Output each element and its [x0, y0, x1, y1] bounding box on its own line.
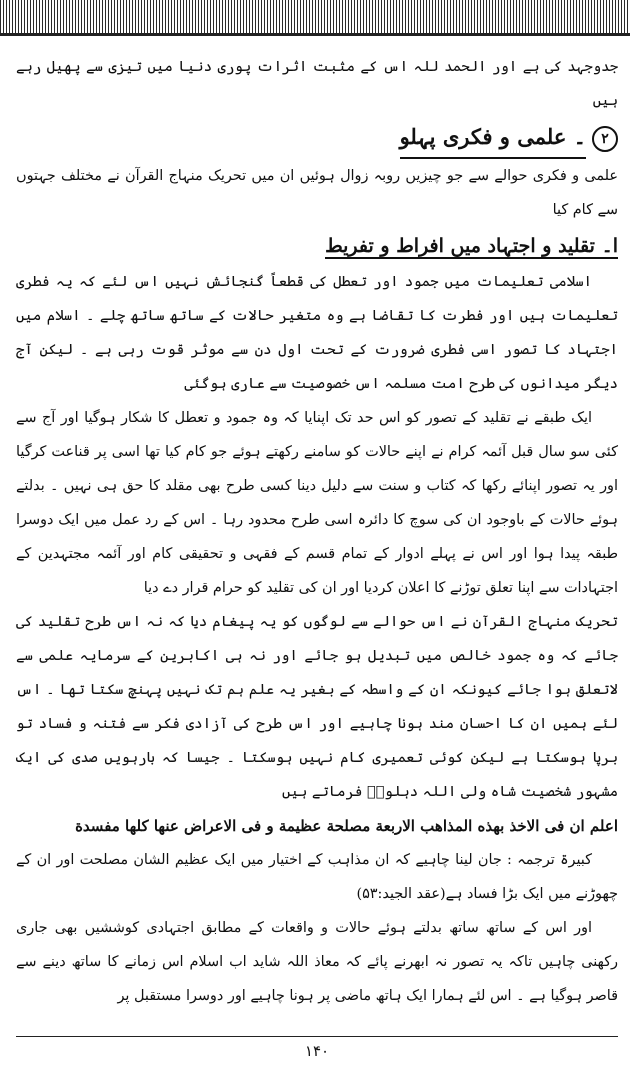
paragraph-2: ایک طبقے نے تقلید کے تصور کو اس حد تک اپنایا کہ وہ جمود و تعطل کا شکار ہوگیا اور آج سے کئی سو سال قبل آئمہ کرام نے اپنے حالات کو سامنے رکھتے ہوئے جو کام کیا تھا اسی پر قناعت کرگیا اور یہ تصور اپنائے رکھا کہ کتاب و سنت سے دلیل دینا کسی طرح بھی مقلد کا حق ہی نہیں ۔ بدلتے ہوئے حالات کے باوجود ان کی سوچ کا دائرہ اسی طرح محدود رہا ۔ اس کے رد عمل میں ایک دوسرا طبقہ پیدا ہوا اور اس نے پہلے ادوار کے تمام قسم کے فقہی و تحقیقی کام اور آئمہ مجتہدین کے اجتہادات سے اپنا تعلق توڑنے کا اعلان کردیا اور ان کی تقلید کو حرام قرار دے دیا — [16, 410, 618, 596]
arabic-quote: اعلم ان فی الاخذ بهذه المذاهب الاربعة مصلحة عظيمة و فی الاعراض عنها كلها مفسدة — [75, 817, 618, 835]
section-title: ۔ علمی و فکری پہلو — [400, 118, 586, 159]
paragraph-1: اسلامی تعلیمات میں جمود اور تعطل کی قطعاً گنجائش نہیں اس لئے کہ یہ فطری تعلیمات ہیں اور فطرت کا تقاضا ہے وہ متغیر حالات کے ساتھ ساتھ چلے ۔ اسلام میں اجتہاد کا تصور اسی فطری ضرورت کے تحت اول دن سے موثر قوت رہی ہے ۔ لیکن آج دیگر میدانوں کی طرح امت مسلمہ اس خصوصیت سے عاری ہوگئی — [16, 274, 618, 392]
document-page — [16, 50, 618, 1066]
subsection-heading — [16, 227, 618, 265]
intro-paragraph: جدوجہد کی ہے اور الحمد للہ اس کے مثبت اثرات پوری دنیا میں تیزی سے پھیل رہے ہیں — [16, 59, 618, 109]
paragraph-4: اور اس کے ساتھ ساتھ بدلتے ہوئے حالات و واقعات کے مطابق اجتہادی کوششیں بھی جاری رکھنی چاہیں تاکہ یہ تصور نہ ابھرنے پائے کہ معاذ اللہ شاید اب اسلام اس زمانے کا ساتھ دینے سے قاصر ہوگیا ہے ۔ اس لئے ہمارا ایک ہاتھ ماضی پر ہونا چاہیے اور دوسرا مستقبل پر — [16, 920, 618, 1004]
section-number-badge: ۲ — [592, 126, 618, 152]
page-number: ۱۴۰ — [16, 1036, 618, 1066]
section-intro-paragraph: علمی و فکری حوالے سے جو چیزیں روبہ زوال ہوئیں ان میں تحریک منہاج القرآن نے مختلف جہتوں سے کام کیا — [16, 168, 618, 218]
subsection-title: ا۔ تقلید و اجتہاد میں افراط و تفریط — [325, 235, 618, 257]
section-heading — [16, 118, 618, 159]
paragraph-3: تحریک منہاج القرآن نے اس حوالے سے لوگوں کو یہ پیغام دیا کہ نہ اس طرح تقلید کی جائے کہ وہ جمود خالص میں تبدیل ہو جائے اور نہ ہی اکابرین کے سرمایہ علمی سے لاتعلق ہوا جائے کیونکہ ان کے واسطہ کے بغیر یہ علم ہم تک نہیں پہنچ سکتا تھا ۔ اس لئے ہمیں ان کا احسان مند ہونا چاہیے اور اس طرح کی آزادی فکر سے فتنہ و فساد تو برپا ہوسکتا ہے لیکن کوئی تعمیری کام نہیں ہوسکتا ۔ جیسا کہ بارہویں صدی کی ایک مشہور شخصیت شاہ ولی اللہ دہلویؒ فرماتے ہیں — [16, 614, 618, 800]
translation-paragraph: کبیرۃ ترجمہ : جان لینا چاہیے کہ ان مذاہب کے اختیار میں ایک عظیم الشان مصلحت اور ان کے چھوڑنے میں ایک بڑا فساد ہے(عقد الجید:۵۳) — [16, 852, 618, 902]
top-decorative-border — [0, 0, 630, 36]
